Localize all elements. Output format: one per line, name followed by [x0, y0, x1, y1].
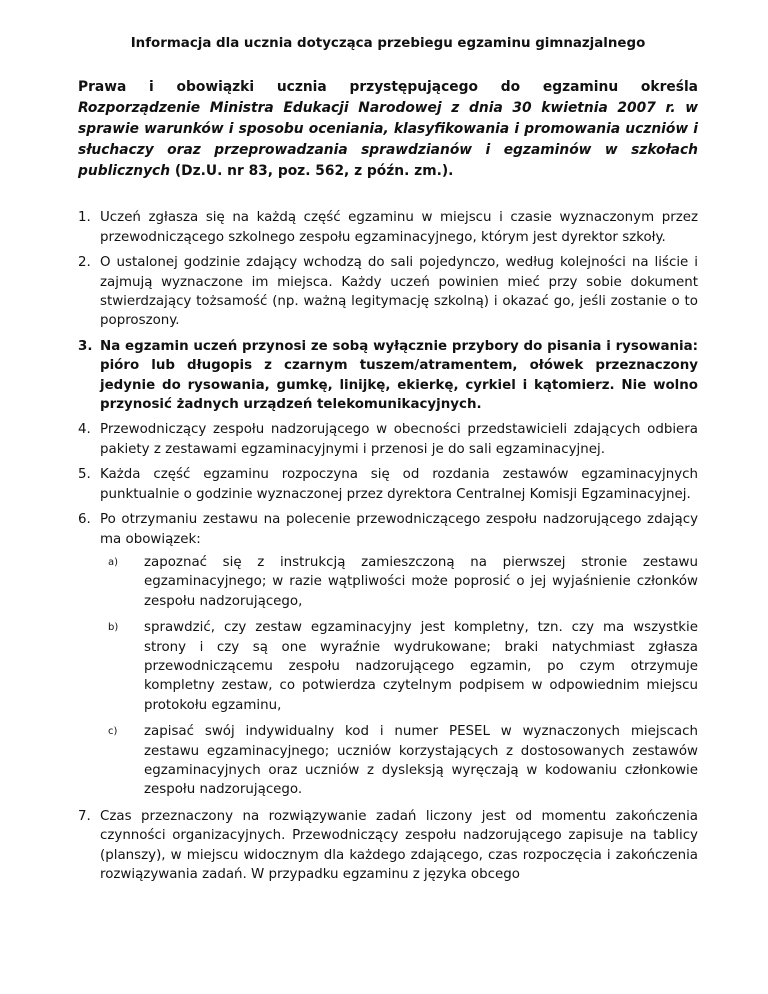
rule-number: 7.: [78, 808, 91, 824]
sub-item-text: zapisać swój indywidualny kod i numer PESEL w wyznaczonych miejscach zestawu egzaminacyjnego; uczniów korzystających z dostosowanych zestawów egzaminacyjnych oraz uczniów z dysleksją wyręczają w kodowaniu członkowie zespołu nadzorującego.: [144, 724, 698, 798]
rule-text: Po otrzymaniu zestawu na polecenie przewodniczącego zespołu nadzorującego zdający ma obowiązek:: [100, 512, 698, 547]
sub-item-text: zapoznać się z instrukcją zamieszczoną na pierwszej stronie zestawu egzaminacyjnego; w razie wątpliwości może poprosić o jej wyjaśnienie członków zespołu nadzorującego,: [144, 554, 698, 609]
rule-text: Przewodniczący zespołu nadzorującego w obecności przedstawicieli zdających odbiera pakiety z zestawami egzaminacyjnymi i przenosi je do sali egzaminacyjnej.: [100, 422, 698, 457]
sub-item-letter: c): [108, 726, 118, 738]
rule-number: 1.: [78, 210, 91, 226]
rule-item: [78, 510, 698, 800]
rule-text: Każda część egzaminu rozpoczyna się od rozdania zestawów egzaminacyjnych punktualnie o godzinie wyznaczonej przez dyrektora Centralnej Komisji Egzaminacyjnej.: [100, 467, 698, 502]
regulation-name: Rozporządzenie Ministra Edukacji Narodowej z dnia 30 kwietnia 2007 r. w sprawie warunków i sposobu oceniania, klasyfikowania i promowania uczniów i słuchaczy oraz przeprowadzania sprawdzianów i egzaminów w szkołach publicznych: [78, 100, 698, 180]
sub-item-letter: a): [108, 556, 119, 568]
rule-number: 3.: [78, 338, 93, 354]
sub-item: [100, 722, 698, 800]
rule-text: Uczeń zgłasza się na każdą część egzaminu w miejscu i czasie wyznaczonym przez przewodniczącego szkolnego zespołu egzaminacyjnego, którym jest dyrektor szkoły.: [100, 210, 698, 245]
rule-item: [78, 208, 698, 247]
rule-number: 4.: [78, 422, 91, 438]
rule-text: O ustalonej godzinie zdający wchodzą do sali pojedynczo, według kolejności na liście i zajmują wyznaczone im miejsca. Każdy uczeń powinien mieć przy sobie dokument stwierdzający tożsamość (np. ważną legitymację szkolną) i okazać go, jeśli zostanie o to poproszony.: [100, 255, 698, 329]
rule-number: 2.: [78, 255, 91, 271]
rule-text: Na egzamin uczeń przynosi ze sobą wyłącznie przybory do pisania i rysowania: pióro lub długopis z czarnym tuszem/atramentem, ołówek przeznaczony jedynie do rysowania, gumkę, linijkę, ekierkę, cyrkiel i kątomierz. Nie wolno przynosić żadnych urządzeń telekomunikacyjnych.: [100, 338, 698, 413]
rule-item: [78, 253, 698, 331]
intro-lead: Prawa i obowiązki ucznia przystępującego do egzaminu określa: [78, 79, 698, 96]
rule-item: [78, 807, 698, 885]
sub-item-letter: b): [108, 622, 119, 634]
rule-text: Czas przeznaczony na rozwiązywanie zadań liczony jest od momentu zakończenia czynności organizacyjnych. Przewodniczący zespołu nadzorującego zapisuje na tablicy (planszy), w miejscu widocznym dla każdego zdającego, czas rozpoczęcia i zakończenia rozwiązywania zadań. W przypadku egzaminu z języka obcego: [100, 808, 698, 882]
regulation-citation: (Dz.U. nr 83, poz. 562, z późn. zm.).: [170, 163, 454, 180]
rule-number: 5.: [78, 467, 91, 483]
sub-item: [100, 553, 698, 611]
rules-list: [78, 208, 698, 884]
intro-paragraph: [78, 77, 698, 182]
rule-item-allowed-tools: [78, 337, 698, 415]
rule-item: [78, 420, 698, 459]
rule-item: [78, 465, 698, 504]
obligations-sublist: [100, 553, 698, 800]
document-title: Informacja dla ucznia dotycząca przebiegu egzaminu gimnazjalnego: [130, 36, 646, 51]
sub-item: [100, 618, 698, 715]
sub-item-text: sprawdzić, czy zestaw egzaminacyjny jest kompletny, tzn. czy ma wszystkie strony i czy są one wyraźnie wydrukowane; braki natychmiast zgłasza przewodniczącemu zespołu nadzorującego egzamin, po czym otrzymuje kompletny zestaw, co potwierdza czytelnym podpisem w odpowiednim miejscu protokołu egzaminu,: [144, 620, 698, 713]
rule-number: 6.: [78, 512, 91, 528]
